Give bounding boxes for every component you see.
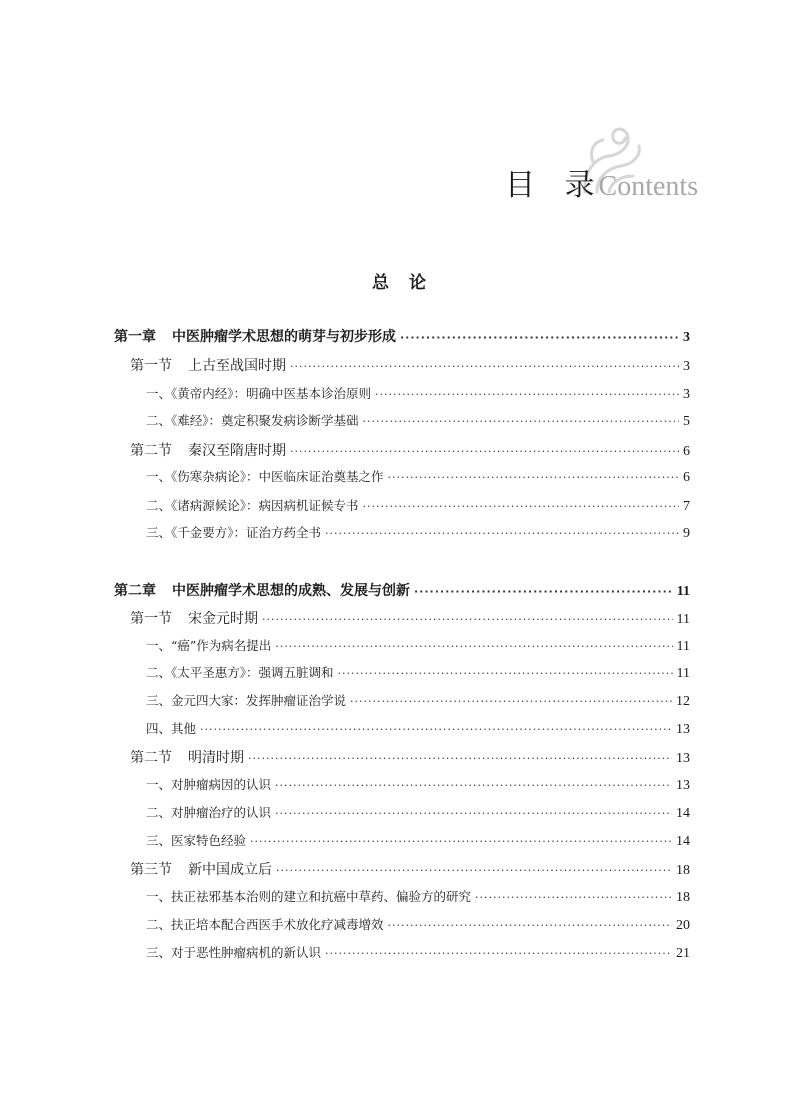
toc-entry-title: 中医肿瘤学术思想的成熟、发展与创新 — [172, 583, 410, 599]
page-title-cn: 目 录 — [505, 168, 605, 203]
toc-page-number: 13 — [676, 778, 690, 793]
toc-dot-leader — [275, 807, 672, 820]
toc-entry-label — [146, 887, 471, 905]
toc-item-row[interactable] — [146, 467, 690, 487]
toc-section-row[interactable] — [130, 355, 690, 375]
toc-entry-label — [146, 803, 271, 821]
toc-section-row[interactable] — [130, 747, 690, 767]
toc-dot-leader — [388, 471, 679, 484]
toc-page-number: 3 — [683, 330, 690, 345]
toc-entry-number: 第一节 — [130, 611, 172, 627]
toc-dot-leader — [363, 415, 679, 428]
toc-page-number: 11 — [676, 666, 690, 681]
toc-dot-leader — [262, 613, 673, 626]
toc-entry-label — [130, 355, 286, 375]
toc-page-number: 5 — [683, 414, 690, 429]
toc-item-row[interactable] — [146, 915, 690, 935]
toc-item-row[interactable] — [146, 411, 690, 431]
toc-item-row[interactable] — [146, 636, 690, 656]
toc-entry-label — [146, 496, 359, 514]
toc-item-row[interactable] — [146, 691, 690, 711]
toc-entry-title: 二、《诸病源候论》：病因病机证候专书 — [146, 498, 359, 513]
toc-item-row[interactable] — [146, 523, 690, 543]
toc-page-number: 20 — [676, 918, 690, 933]
toc-dot-leader — [275, 640, 672, 653]
toc-dot-leader — [375, 388, 679, 401]
toc-page-number: 11 — [676, 639, 690, 654]
toc-entry-title: 一、扶正祛邪基本治则的建立和抗癌中草药、偏验方的研究 — [146, 889, 472, 904]
toc-entry-label — [146, 831, 246, 849]
toc-entry-title: 三、《千金要方》：证治方药全书 — [146, 525, 322, 540]
toc-entry-label — [146, 719, 196, 737]
toc-entry-label — [146, 636, 271, 654]
toc-item-row[interactable] — [146, 384, 690, 404]
toc-dot-leader — [363, 500, 679, 513]
toc-section-row[interactable] — [130, 859, 690, 879]
toc-entry-number: 第二节 — [130, 443, 172, 459]
toc-dot-leader — [200, 723, 672, 736]
toc-entry-label — [114, 326, 396, 346]
toc-dot-leader — [290, 360, 679, 373]
toc-page-number: 18 — [676, 890, 690, 905]
toc-item-row[interactable] — [146, 496, 690, 516]
toc-chapter-row[interactable] — [114, 326, 690, 346]
toc-page-number: 11 — [676, 584, 690, 599]
toc-item-row[interactable] — [146, 803, 690, 823]
toc-page-number: 3 — [683, 359, 690, 374]
toc-item-row[interactable] — [146, 831, 690, 851]
toc-entry-title: 三、对于恶性肿瘤病机的新认识 — [146, 945, 322, 960]
toc-entry-title: 一、《黄帝内经》：明确中医基本诊治原则 — [146, 386, 372, 401]
toc-page-number: 6 — [683, 444, 690, 459]
toc-entry-number: 第一章 — [114, 329, 156, 345]
toc-entry-title: 中医肿瘤学术思想的萌芽与初步形成 — [172, 329, 396, 345]
toc-dot-leader — [275, 779, 672, 792]
toc-item-row[interactable] — [146, 887, 690, 907]
toc-entry-title: 秦汉至隋唐时期 — [188, 443, 286, 459]
part-heading-char-1: 总 — [372, 273, 391, 293]
toc-entry-title: 明清时期 — [188, 750, 244, 766]
toc-item-row[interactable] — [146, 663, 690, 683]
toc-page-number: 9 — [683, 526, 690, 541]
toc-entry-label — [146, 467, 384, 485]
toc-chapter-row[interactable] — [114, 580, 690, 600]
toc-section-row[interactable] — [130, 608, 690, 628]
toc-page-number: 21 — [676, 946, 690, 961]
toc-entry-title: 上古至战国时期 — [188, 358, 286, 374]
toc-entry-label — [146, 411, 359, 429]
toc-entry-title: 二、《太平圣惠方》：强调五脏调和 — [146, 665, 334, 680]
toc-entry-label — [130, 440, 286, 460]
toc-entry-title: 新中国成立后 — [188, 862, 272, 878]
toc-entry-label — [146, 691, 346, 709]
toc-entry-label — [146, 775, 271, 793]
toc-entry-title: 二、扶正培本配合西医手术放化疗减毒增效 — [146, 917, 384, 932]
toc-entry-title: 一、“癌”作为病名提出 — [146, 638, 272, 653]
toc-entry-number: 第一节 — [130, 358, 172, 374]
toc-dot-leader — [250, 835, 672, 848]
toc-entry-title: 一、对肿瘤病因的认识 — [146, 777, 272, 792]
toc-entry-label — [146, 523, 321, 541]
toc-entry-label — [130, 608, 258, 628]
toc-dot-leader — [338, 667, 673, 680]
toc-dot-leader — [414, 585, 673, 598]
toc-page-number: 3 — [683, 387, 690, 402]
toc-item-row[interactable] — [146, 943, 690, 963]
toc-entry-label — [146, 943, 321, 961]
toc-dot-leader — [400, 331, 679, 344]
toc-page-number: 12 — [676, 694, 690, 709]
toc-entry-title: 三、金元四大家：发挥肿瘤证治学说 — [146, 693, 347, 708]
toc-item-row[interactable] — [146, 775, 690, 795]
part-heading-char-2: 论 — [409, 273, 428, 293]
toc-page-number: 6 — [683, 470, 690, 485]
toc-entry-title: 一、《伤寒杂病论》：中医临床证治奠基之作 — [146, 469, 384, 484]
toc-entry-label — [130, 859, 272, 879]
toc-page-number: 13 — [676, 751, 690, 766]
toc-entry-label — [146, 915, 384, 933]
toc-section-row[interactable] — [130, 440, 690, 460]
toc-dot-leader — [350, 695, 672, 708]
part-heading — [0, 268, 800, 293]
toc-page-number: 13 — [676, 722, 690, 737]
toc-dot-leader — [475, 891, 672, 904]
toc-dot-leader — [325, 947, 672, 960]
toc-dot-leader — [276, 864, 672, 877]
page-title — [505, 160, 698, 204]
toc-entry-label — [130, 747, 244, 767]
toc-page-number: 11 — [676, 612, 690, 627]
toc-dot-leader — [248, 752, 672, 765]
toc-item-row[interactable] — [146, 719, 690, 739]
toc-page-number: 14 — [676, 806, 690, 821]
page-title-en: Contents — [598, 171, 699, 202]
toc-entry-number: 第三节 — [130, 862, 172, 878]
toc-entry-title: 三、医家特色经验 — [146, 833, 247, 848]
toc-entry-title: 四、其他 — [146, 721, 197, 736]
toc-entry-label — [146, 663, 334, 681]
toc-entry-label — [146, 384, 371, 402]
toc-entry-label — [114, 580, 410, 600]
toc-page-number: 18 — [676, 863, 690, 878]
toc-entry-title: 宋金元时期 — [188, 611, 258, 627]
toc-entry-number: 第二章 — [114, 583, 156, 599]
toc-page-number: 7 — [683, 499, 690, 514]
toc-entry-number: 第二节 — [130, 750, 172, 766]
toc-page-number: 14 — [676, 834, 690, 849]
toc-dot-leader — [290, 445, 679, 458]
toc-entry-title: 二、《难经》：奠定积聚发病诊断学基础 — [146, 413, 359, 428]
toc-dot-leader — [388, 919, 672, 932]
toc-entry-title: 二、对肿瘤治疗的认识 — [146, 805, 272, 820]
toc-dot-leader — [325, 527, 679, 540]
